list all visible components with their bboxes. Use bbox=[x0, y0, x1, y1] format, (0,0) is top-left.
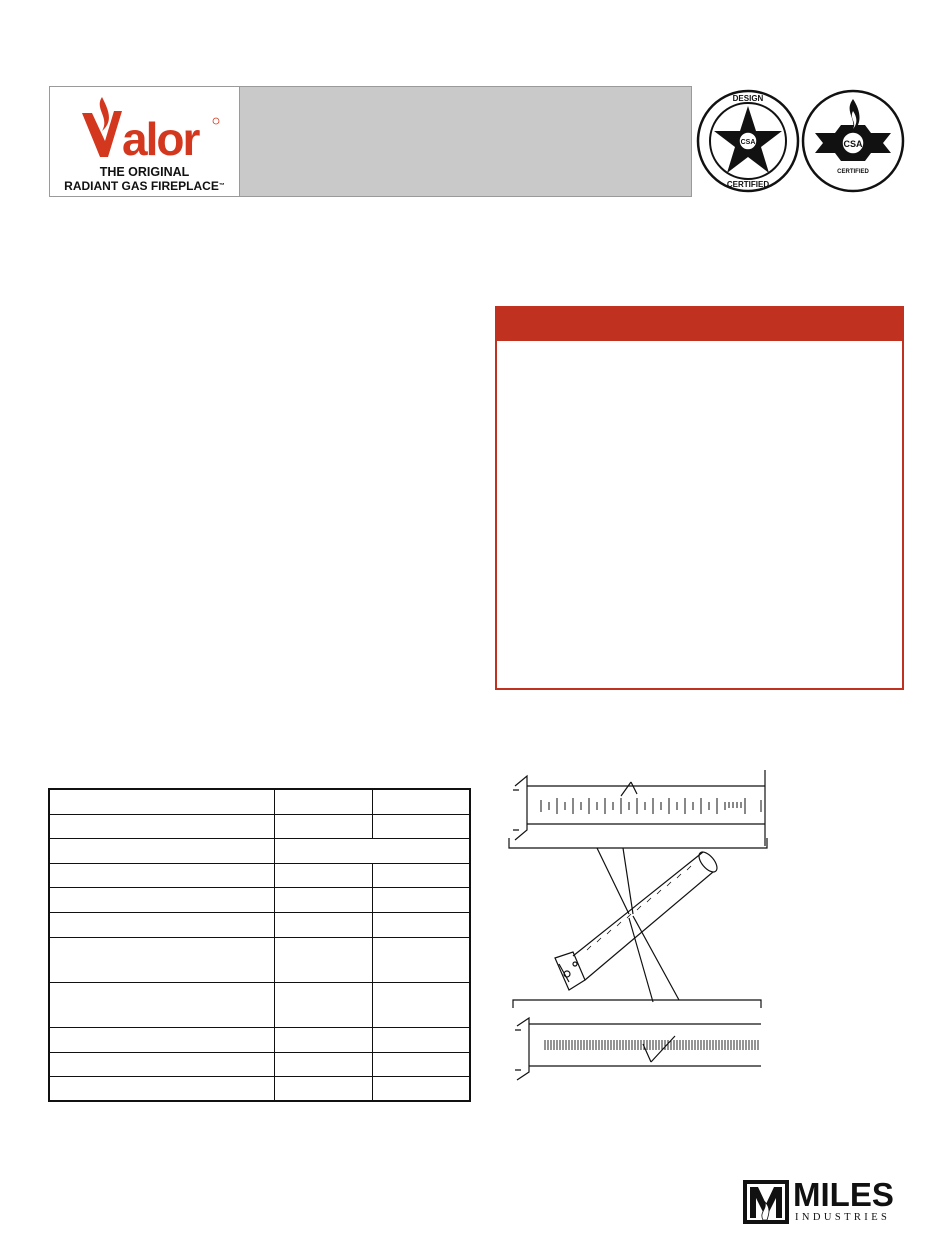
table-cell bbox=[373, 864, 469, 887]
valor-logo bbox=[64, 91, 224, 161]
table-row bbox=[50, 1053, 469, 1077]
table-row bbox=[50, 790, 469, 815]
table-cell bbox=[373, 913, 469, 937]
spec-table bbox=[48, 788, 471, 1102]
csa-certified-seal bbox=[801, 89, 905, 193]
tagline-line-1: THE ORIGINAL bbox=[99, 165, 190, 179]
table-cell bbox=[373, 1028, 469, 1052]
table-cell bbox=[50, 864, 275, 887]
table-cell bbox=[275, 983, 373, 1027]
design-seal-mark: CSA bbox=[740, 139, 756, 146]
table-cell bbox=[50, 983, 275, 1027]
leader-line bbox=[629, 916, 679, 1002]
design-seal-bottom: CERTIFIED bbox=[726, 180, 770, 189]
table-row bbox=[50, 839, 469, 864]
top-flange bbox=[513, 776, 527, 840]
iso-tube-bottom bbox=[585, 872, 713, 980]
table-cell bbox=[50, 1053, 275, 1076]
table-row bbox=[50, 888, 469, 913]
table-cell-merged bbox=[275, 839, 469, 863]
warning-box bbox=[495, 306, 904, 690]
valor-logo-panel bbox=[50, 87, 240, 196]
table-cell bbox=[50, 888, 275, 912]
design-seal-top: DESIGN bbox=[732, 94, 764, 103]
bottom-bracket bbox=[513, 1000, 761, 1008]
bottom-flange bbox=[515, 1018, 529, 1080]
table-row bbox=[50, 913, 469, 938]
burner-tube-diagram bbox=[505, 768, 775, 1086]
warning-header-bar bbox=[497, 308, 902, 341]
miles-industries-logo bbox=[743, 1178, 908, 1226]
table-row bbox=[50, 864, 469, 888]
table-cell bbox=[373, 1077, 469, 1100]
table-row bbox=[50, 1028, 469, 1053]
table-cell bbox=[373, 815, 469, 838]
cert-seal-text: CERTIFIED bbox=[837, 169, 869, 175]
table-cell bbox=[50, 790, 275, 814]
table-cell bbox=[275, 790, 373, 814]
iso-tube-end bbox=[696, 849, 721, 875]
arrow-top bbox=[621, 782, 637, 796]
table-row bbox=[50, 1077, 469, 1100]
table-cell bbox=[373, 983, 469, 1027]
table-cell bbox=[275, 1077, 373, 1100]
table-cell bbox=[50, 839, 275, 863]
table-cell bbox=[50, 815, 275, 838]
table-cell bbox=[50, 1077, 275, 1100]
table-cell bbox=[373, 938, 469, 982]
company-subtitle: INDUSTRIES bbox=[795, 1212, 891, 1223]
table-cell bbox=[275, 1028, 373, 1052]
leader-line bbox=[597, 848, 633, 914]
svg-text:alor: alor bbox=[122, 113, 199, 161]
table-cell bbox=[50, 938, 275, 982]
table-row bbox=[50, 983, 469, 1028]
table-cell bbox=[275, 864, 373, 887]
tagline-line-2 bbox=[50, 179, 239, 193]
table-cell bbox=[373, 888, 469, 912]
table-cell bbox=[275, 1053, 373, 1076]
table-cell bbox=[50, 1028, 275, 1052]
bottom-tube bbox=[529, 1024, 761, 1066]
iso-mount bbox=[555, 952, 585, 990]
table-cell bbox=[275, 938, 373, 982]
table-cell bbox=[275, 815, 373, 838]
table-cell bbox=[50, 913, 275, 937]
trademark-symbol: ™ bbox=[218, 183, 225, 189]
top-bracket bbox=[509, 838, 767, 848]
table-cell bbox=[275, 913, 373, 937]
miles-m-icon bbox=[743, 1180, 789, 1224]
tagline-line-2-text: RADIANT GAS FIREPLACE bbox=[64, 179, 219, 193]
iso-tube-top bbox=[573, 852, 703, 956]
table-row bbox=[50, 815, 469, 839]
table-cell bbox=[275, 888, 373, 912]
table-cell bbox=[373, 790, 469, 814]
company-word: MILES bbox=[793, 1176, 894, 1213]
cert-seal-mark: CSA bbox=[843, 139, 863, 149]
table-row bbox=[50, 938, 469, 983]
table-cell bbox=[373, 1053, 469, 1076]
header-banner bbox=[49, 86, 692, 197]
design-certified-seal bbox=[696, 89, 800, 193]
